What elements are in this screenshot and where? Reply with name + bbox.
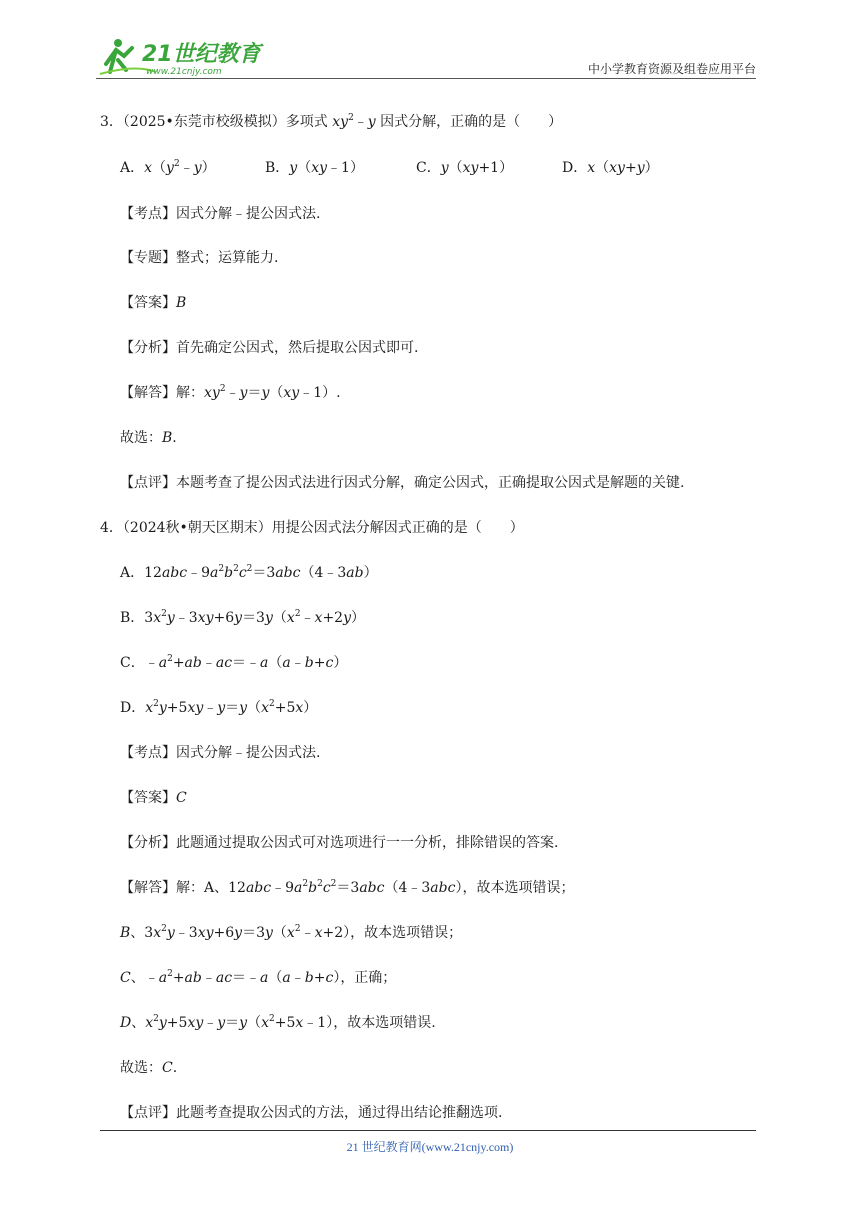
q4-jieda-a: 【解答】解：A、$12abc﹣9a^2b^2c^2=3abc(4﹣3abc)$，故本选项错误； [120, 879, 575, 896]
q3-jieda: 【解答】解：$xy^2﹣y=y(xy﹣1)$. [120, 384, 341, 401]
q3-option-c: C．y（xy+1） [416, 160, 514, 176]
q4-guxuan: 故选：C. [120, 1060, 178, 1076]
page-header [96, 30, 756, 82]
header-divider [96, 78, 756, 79]
q3-guxuan: 故选：B. [120, 430, 177, 446]
q4-option-b: B．$3x^2y﹣3xy+6y=3y(x^2﹣x+2y)$ [120, 609, 366, 626]
q3-option-d: D．x（xy+y） [562, 160, 659, 176]
q4-option-c: C．$﹣a^2+ab﹣ac=﹣a(a﹣b+c)$ [120, 654, 348, 671]
footer-divider [100, 1130, 756, 1131]
q4-jieda-c: C、$﹣a^2+ab﹣ac=﹣a(a﹣b+c)$，正确； [120, 969, 397, 986]
q3-dianping: 【点评】本题考查了提公因式法进行因式分解，确定公因式，正确提取公因式是解题的关键. [120, 475, 685, 491]
q4-option-a: A．$12abc﹣9a^2b^2c^2=3abc(4﹣3ab)$ [120, 564, 378, 581]
q4-kaodian: 【考点】因式分解﹣提公因式法. [120, 745, 321, 761]
q4-fenxi: 【分析】此题通过提取公因式可对选项进行一一分析，排除错误的答案. [120, 835, 559, 851]
footer-link[interactable]: 21 世纪教育网(www.21cnjy.com) [346, 1140, 514, 1154]
q4-option-d: D．$x^2y+5xy﹣y=y(x^2+5x)$ [120, 699, 318, 716]
q4-jieda-b: B、$3x^2y﹣3xy+6y=3y(x^2﹣x+2)$，故本选项错误； [120, 924, 463, 941]
header-platform-text: 中小学教育资源及组卷应用平台 [587, 62, 756, 76]
q3-answer: 【答案】B [120, 295, 187, 311]
svg-text:21世纪教育: 21世纪教育 [142, 42, 261, 67]
svg-text:www.21cnjy.com: www.21cnjy.com [146, 67, 222, 77]
q3-stem: 3．（2025•东莞市校级模拟）多项式 $xy^2﹣y$ 因式分解，正确的是（ ） [100, 113, 563, 130]
q3-option-b: B．y（xy﹣1） [265, 160, 364, 176]
q4-jieda-d: D、$x^2y+5xy﹣y=y(x^2+5x﹣1)$，故本选项错误. [120, 1014, 436, 1031]
21cnjy-logo [96, 34, 266, 78]
q4-dianping: 【点评】此题考查提取公因式的方法，通过得出结论推翻选项. [120, 1105, 503, 1121]
q4-stem: 4．（2024秋•朝天区期末）用提公因式法分解因式正确的是（ ） [100, 520, 524, 536]
q3-kaodian: 【考点】因式分解﹣提公因式法. [120, 206, 321, 222]
q3-option-a: A．$x(y^2﹣y)$ [120, 159, 216, 176]
q4-answer: 【答案】C [120, 790, 187, 806]
q3-fenxi: 【分析】首先确定公因式，然后提取公因式即可. [120, 340, 419, 356]
q3-zhuanti: 【专题】整式；运算能力. [120, 250, 279, 266]
